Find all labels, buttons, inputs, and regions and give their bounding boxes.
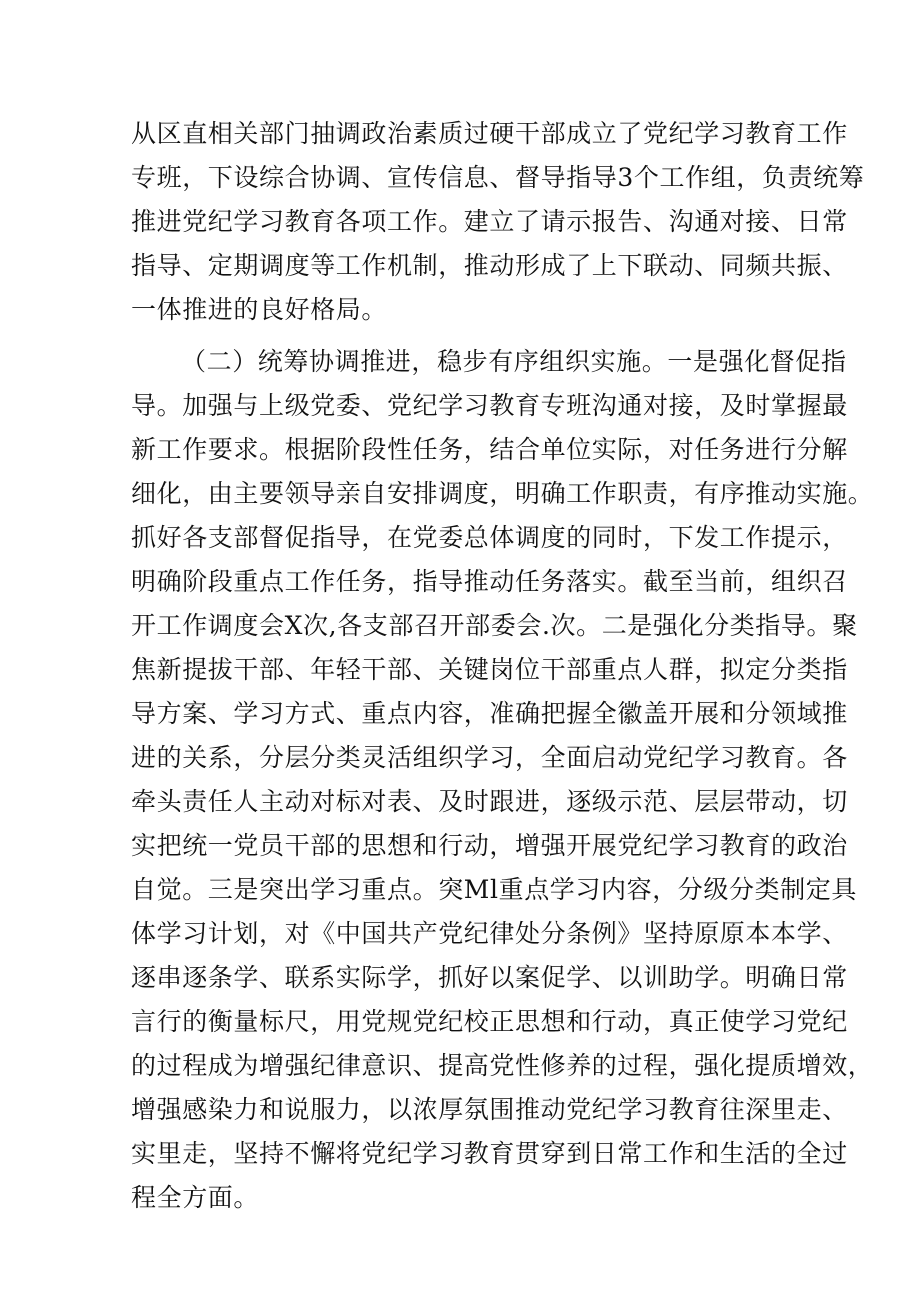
text-line: 一体推进的良好格局。: [131, 295, 388, 324]
text-line: 的过程成为增强纪律意识、提高党性修养的过程，强化提质增效，: [131, 1051, 874, 1080]
paragraph-2: [131, 340, 874, 1220]
text-line: 程全方面。: [131, 1183, 260, 1212]
paragraph-spacer: [131, 332, 801, 340]
text-line: 从区直相关部门抽调政治素质过硬干部成立了党纪学习教育工作: [131, 119, 848, 148]
text-line: 实里走，坚持不懈将党纪学习教育贯穿到日常工作和生活的全过: [131, 1139, 848, 1168]
text-line: 增强感染力和说服力，以浓厚氛围推动党纪学习教育往深里走、: [131, 1095, 848, 1124]
section-heading-line: （二）统筹协调推进，稳步有序组织实施。一是强化督促指: [181, 347, 847, 376]
text-line: 言行的衡量标尺，用党规党纪校正思想和行动，真正使学习党纪: [131, 1007, 848, 1036]
text-line: 实把统一党员干部的思想和行动，增强开展党纪学习教育的政治: [131, 831, 848, 860]
text-line: 导。加强与上级党委、党纪学习教育专班沟通对接，及时掌握最: [131, 391, 848, 420]
text-line: 细化，由主要领导亲自安排调度，明确工作职责，有序推动实施。: [131, 479, 874, 508]
text-line: 推进党纪学习教育各项工作。建立了请示报告、沟通对接、日常: [131, 207, 848, 236]
text-line: 牵头责任人主动对标对表、及时跟进，逐级示范、层层带动，切: [131, 787, 848, 816]
text-line: 导方案、学习方式、重点内容，准确把握全徽盖开展和分领域推: [131, 699, 848, 728]
paragraph-1: [131, 112, 865, 332]
text-line: 体学习计划，对《中国共产党纪律处分条例》坚持原原本本学、: [131, 919, 848, 948]
text-line: 自觉。三是突出学习重点。突Ml重点学习内容，分级分类制定具: [131, 875, 857, 904]
text-line: 开工作调度会X次,各支部召开部委会.次。二是强化分类指导。聚: [131, 611, 858, 640]
text-line: 逐串逐条学、联系实际学，抓好以案促学、以训助学。明确日常: [131, 963, 848, 992]
text-line: 指导、定期调度等工作机制，推动形成了上下联动、同频共振、: [131, 251, 848, 280]
text-line: 抓好各支部督促指导，在党委总体调度的同时，下发工作提示，: [131, 523, 848, 552]
text-line: 进的关系，分层分类灵活组织学习，全面启动党纪学习教育。各: [131, 743, 848, 772]
text-line: 专班，下设综合协调、宣传信息、督导指导3个工作组，负责统筹: [131, 163, 865, 192]
text-line: 新工作要求。根据阶段性任务，结合单位实际，对任务进行分解: [131, 435, 848, 464]
text-line: 焦新提拔干部、年轻干部、关键岗位干部重点人群，拟定分类指: [131, 655, 848, 684]
document-body: [131, 112, 874, 1220]
text-line: 明确阶段重点工作任务，指导推动任务落实。截至当前，组织召: [131, 567, 848, 596]
